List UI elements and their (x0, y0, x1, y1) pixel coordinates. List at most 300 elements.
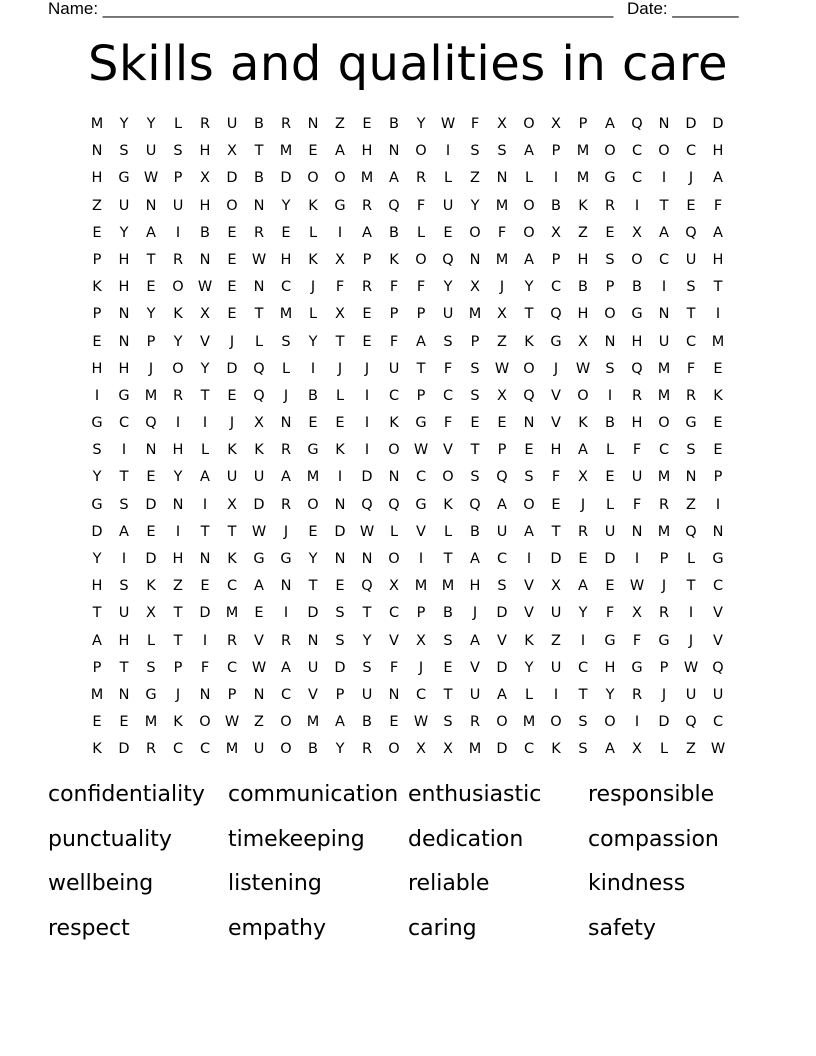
grid-row (84, 631, 732, 658)
grid-letter: R (361, 279, 374, 296)
word-list-item: confidentiality (48, 782, 205, 807)
grid-letter: E (551, 496, 562, 513)
grid-letter: Z (173, 578, 184, 595)
grid-letter: H (118, 360, 131, 377)
grid-letter: Z (335, 116, 346, 132)
grid-letter: E (470, 415, 481, 432)
grid-letter: H (361, 143, 374, 160)
grid-letter: S (497, 578, 508, 595)
grid-letter: U (550, 605, 563, 622)
grid-letter: I (337, 469, 344, 486)
grid-letter: B (443, 605, 454, 622)
grid-letter: L (335, 387, 346, 404)
grid-row (84, 739, 732, 766)
grid-letter: N (496, 170, 509, 187)
grid-letter: Y (146, 116, 157, 132)
grid-letter: H (118, 632, 131, 649)
grid-letter: Z (578, 224, 589, 241)
word-list-row (48, 869, 788, 914)
grid-letter: C (523, 741, 536, 758)
grid-letter: Z (686, 496, 697, 513)
grid-letter: O (658, 143, 671, 160)
grid-letter: Y (335, 741, 346, 758)
grid-letter: I (607, 387, 614, 404)
grid-letter: S (578, 714, 589, 731)
grid-letter: T (173, 632, 184, 649)
grid-letter: S (281, 333, 292, 350)
grid-row (84, 332, 732, 359)
grid-letter: R (280, 496, 293, 513)
grid-letter: P (659, 659, 670, 676)
grid-letter: L (308, 224, 319, 241)
grid-row (84, 712, 732, 739)
grid-row (84, 196, 732, 223)
grid-letter: Y (308, 551, 319, 567)
grid-letter: H (91, 170, 104, 187)
grid-letter: S (524, 469, 535, 486)
grid-letter: P (92, 306, 103, 323)
grid-letter: P (92, 659, 103, 676)
grid-letter: B (605, 415, 616, 432)
grid-letter: X (416, 632, 427, 649)
grid-letter: O (334, 170, 347, 187)
grid-letter: X (335, 306, 346, 323)
grid-letter: F (389, 333, 400, 350)
grid-letter: T (443, 551, 454, 567)
word-list-item: responsible (588, 782, 715, 807)
grid-letter: K (173, 306, 184, 323)
grid-letter: B (470, 523, 481, 540)
grid-letter: E (146, 279, 157, 296)
grid-letter: C (415, 686, 428, 703)
grid-letter: O (469, 224, 482, 241)
grid-letter: B (308, 387, 319, 404)
word-list-item: empathy (228, 916, 327, 942)
grid-letter: L (524, 170, 535, 187)
grid-letter: W (251, 659, 268, 676)
grid-letter: P (92, 251, 103, 268)
grid-letter: J (499, 279, 506, 296)
grid-letter: A (281, 659, 292, 676)
grid-letter: S (497, 143, 508, 160)
grid-letter: E (713, 360, 724, 377)
grid-letter: B (578, 279, 589, 296)
grid-letter: O (307, 170, 320, 187)
grid-letter: P (416, 387, 427, 404)
grid-letter: T (254, 143, 265, 160)
word-list-item: punctuality (48, 826, 172, 852)
grid-letter: U (712, 686, 725, 703)
grid-letter: C (226, 578, 239, 595)
grid-letter: Q (631, 360, 644, 377)
grid-letter: A (92, 632, 103, 649)
grid-letter: U (226, 116, 239, 132)
grid-letter: I (364, 387, 371, 404)
grid-letter: K (443, 496, 454, 513)
grid-letter: S (119, 496, 130, 513)
grid-letter: R (469, 714, 482, 731)
grid-letter: P (389, 306, 400, 323)
grid-letter: N (469, 251, 482, 268)
grid-letter: W (359, 523, 376, 540)
grid-letter: M (144, 387, 159, 404)
grid-row (84, 223, 732, 250)
grid-letter: T (119, 659, 130, 676)
grid-letter: F (416, 197, 427, 214)
grid-letter: A (578, 442, 589, 459)
grid-letter: N (253, 279, 266, 296)
grid-letter: M (225, 741, 240, 758)
grid-letter: X (551, 578, 562, 595)
grid-letter: F (713, 197, 724, 214)
grid-letter: X (578, 469, 589, 486)
grid-letter: I (283, 605, 290, 622)
grid-letter: D (145, 551, 158, 567)
grid-row (84, 603, 732, 630)
grid-letter: W (224, 714, 241, 731)
grid-letter: T (416, 360, 427, 377)
grid-letter: T (470, 442, 481, 459)
grid-letter: B (632, 279, 643, 296)
grid-letter: S (443, 632, 454, 649)
grid-letter: V (551, 415, 562, 432)
grid-letter: L (254, 333, 265, 350)
grid-letter: B (200, 224, 211, 241)
grid-letter: O (523, 360, 536, 377)
grid-letter: A (659, 224, 670, 241)
grid-letter: M (657, 360, 672, 377)
grid-letter: I (553, 170, 560, 187)
grid-letter: F (389, 659, 400, 676)
grid-letter: I (580, 632, 587, 649)
grid-letter: C (415, 469, 428, 486)
grid-letter: S (470, 469, 481, 486)
grid-letter: J (661, 578, 668, 595)
grid-letter: Y (416, 116, 427, 132)
grid-letter: K (524, 632, 535, 649)
grid-letter: M (279, 306, 294, 323)
grid-letter: Q (388, 197, 401, 214)
grid-letter: P (497, 442, 508, 459)
grid-letter: F (389, 279, 400, 296)
grid-letter: T (227, 523, 238, 540)
grid-letter: S (470, 143, 481, 160)
grid-letter: D (91, 523, 104, 540)
grid-letter: U (145, 143, 158, 160)
word-list-row (48, 780, 788, 825)
word-list-item: caring (408, 916, 477, 942)
word-list-item: wellbeing (48, 871, 154, 897)
grid-letter: X (335, 251, 346, 268)
grid-letter: G (631, 306, 644, 323)
grid-letter: G (91, 496, 104, 513)
grid-letter: G (658, 632, 671, 649)
grid-letter: M (414, 578, 429, 595)
grid-letter: V (254, 632, 265, 649)
grid-letter: P (173, 170, 184, 187)
grid-letter: H (199, 143, 212, 160)
grid-letter: N (118, 333, 131, 350)
grid-row (84, 549, 732, 576)
grid-letter: X (227, 496, 238, 513)
grid-letter: D (658, 714, 671, 731)
grid-letter: I (94, 387, 101, 404)
grid-letter: S (605, 251, 616, 268)
grid-letter: X (416, 741, 427, 758)
grid-letter: O (523, 116, 536, 132)
grid-letter: V (200, 333, 211, 350)
grid-letter: S (578, 741, 589, 758)
grid-letter: O (172, 279, 185, 296)
grid-letter: C (199, 741, 212, 758)
grid-letter: X (146, 605, 157, 622)
grid-letter: Q (685, 224, 698, 241)
grid-letter: H (280, 251, 293, 268)
grid-letter: X (497, 116, 508, 132)
grid-letter: Q (361, 496, 374, 513)
grid-letter: X (470, 279, 481, 296)
grid-letter: T (173, 605, 184, 622)
word-list-item: respect (48, 916, 130, 942)
grid-letter: M (306, 714, 321, 731)
grid-letter: L (308, 306, 319, 323)
grid-letter: E (605, 578, 616, 595)
grid-letter: I (121, 551, 128, 567)
grid-row (84, 141, 732, 168)
grid-letter: V (551, 387, 562, 404)
grid-letter: F (632, 496, 643, 513)
grid-letter: B (254, 170, 265, 187)
grid-letter: V (524, 605, 535, 622)
grid-letter: C (280, 686, 293, 703)
grid-letter: O (604, 306, 617, 323)
grid-letter: I (202, 496, 209, 513)
grid-letter: W (683, 659, 700, 676)
grid-letter: Q (550, 306, 563, 323)
grid-letter: U (226, 469, 239, 486)
grid-letter: E (605, 224, 616, 241)
grid-letter: Y (578, 605, 589, 622)
grid-letter: E (605, 469, 616, 486)
grid-letter: S (470, 387, 481, 404)
word-list-row (48, 825, 788, 870)
grid-letter: O (523, 224, 536, 241)
grid-letter: V (443, 442, 454, 459)
grid-row (84, 168, 732, 195)
grid-letter: P (551, 143, 562, 160)
grid-letter: J (580, 496, 587, 513)
grid-letter: F (605, 605, 616, 622)
grid-letter: Y (443, 279, 454, 296)
grid-letter: J (472, 605, 479, 622)
grid-letter: G (307, 442, 320, 459)
grid-letter: J (661, 686, 668, 703)
grid-letter: M (441, 578, 456, 595)
grid-letter: W (143, 170, 160, 187)
grid-letter: Y (524, 279, 535, 296)
grid-letter: R (631, 387, 644, 404)
grid-letter: T (686, 578, 697, 595)
grid-letter: P (416, 605, 427, 622)
grid-row (84, 250, 732, 277)
grid-letter: U (172, 197, 185, 214)
grid-letter: D (280, 170, 293, 187)
grid-letter: D (145, 496, 158, 513)
grid-letter: H (550, 442, 563, 459)
grid-letter: L (200, 442, 211, 459)
grid-letter: L (389, 523, 400, 540)
grid-letter: S (119, 143, 130, 160)
grid-letter: C (496, 551, 509, 567)
grid-letter: I (418, 551, 425, 567)
grid-letter: J (418, 659, 425, 676)
grid-letter: K (308, 197, 319, 214)
grid-letter: L (605, 496, 616, 513)
grid-letter: H (91, 578, 104, 595)
grid-letter: U (253, 741, 266, 758)
grid-letter: M (657, 523, 672, 540)
word-list-item: safety (588, 916, 656, 942)
grid-letter: E (713, 415, 724, 432)
grid-letter: U (496, 523, 509, 540)
grid-letter: O (199, 714, 212, 731)
grid-letter: N (253, 197, 266, 214)
grid-letter: I (175, 523, 182, 540)
grid-letter: E (443, 659, 454, 676)
grid-letter: T (659, 197, 670, 214)
grid-letter: T (146, 251, 157, 268)
grid-letter: L (659, 741, 670, 758)
grid-letter: X (200, 170, 211, 187)
grid-letter: E (335, 415, 346, 432)
grid-letter: A (416, 333, 427, 350)
grid-letter: N (334, 496, 347, 513)
grid-letter: B (308, 741, 319, 758)
grid-letter: U (253, 469, 266, 486)
grid-letter: G (712, 551, 725, 567)
grid-letter: G (118, 170, 131, 187)
grid-letter: G (91, 415, 104, 432)
grid-letter: S (173, 143, 184, 160)
grid-letter: U (631, 469, 644, 486)
grid-letter: U (550, 659, 563, 676)
grid-letter: C (631, 170, 644, 187)
grid-letter: K (173, 714, 184, 731)
grid-letter: S (119, 578, 130, 595)
grid-letter: L (605, 442, 616, 459)
grid-letter: D (361, 469, 374, 486)
grid-letter: K (254, 442, 265, 459)
grid-letter: N (604, 333, 617, 350)
grid-letter: A (281, 469, 292, 486)
grid-letter: D (550, 551, 563, 567)
grid-letter: H (631, 415, 644, 432)
grid-letter: H (469, 578, 482, 595)
grid-letter: E (389, 714, 400, 731)
grid-letter: S (443, 714, 454, 731)
grid-letter: O (415, 251, 428, 268)
grid-letter: C (118, 415, 131, 432)
grid-letter: E (227, 279, 238, 296)
grid-letter: W (494, 360, 511, 377)
grid-letter: S (443, 333, 454, 350)
grid-letter: F (497, 224, 508, 241)
grid-letter: Q (631, 116, 644, 132)
grid-letter: E (227, 306, 238, 323)
grid-letter: H (118, 279, 131, 296)
grid-letter: K (146, 578, 157, 595)
grid-row (84, 413, 732, 440)
word-list-item: dedication (408, 826, 524, 852)
grid-letter: A (254, 578, 265, 595)
grid-letter: W (413, 714, 430, 731)
grid-letter: W (197, 279, 214, 296)
grid-letter: N (658, 306, 671, 323)
date-field-label: Date: _______ (627, 0, 739, 18)
grid-letter: A (605, 741, 616, 758)
grid-letter: U (361, 686, 374, 703)
grid-letter: S (335, 605, 346, 622)
grid-letter: A (335, 714, 346, 731)
grid-letter: J (688, 632, 695, 649)
grid-letter: T (362, 605, 373, 622)
grid-row (84, 685, 732, 712)
grid-letter: W (440, 116, 457, 132)
grid-letter: C (685, 143, 698, 160)
grid-letter: C (712, 714, 725, 731)
grid-letter: R (145, 741, 158, 758)
grid-letter: W (710, 741, 727, 758)
grid-letter: F (416, 279, 427, 296)
grid-letter: U (442, 197, 455, 214)
grid-letter: T (92, 605, 103, 622)
grid-letter: E (92, 333, 103, 350)
grid-letter: O (550, 714, 563, 731)
grid-letter: L (416, 224, 427, 241)
grid-letter: S (146, 659, 157, 676)
grid-letter: N (118, 306, 131, 323)
grid-letter: J (283, 387, 290, 404)
grid-letter: M (279, 143, 294, 160)
grid-letter: E (308, 143, 319, 160)
grid-letter: C (550, 279, 563, 296)
grid-letter: I (364, 442, 371, 459)
grid-letter: E (443, 224, 454, 241)
grid-letter: M (90, 686, 105, 703)
grid-letter: O (442, 469, 455, 486)
grid-letter: U (685, 686, 698, 703)
grid-letter: A (497, 686, 508, 703)
grid-letter: N (145, 197, 158, 214)
grid-letter: K (335, 442, 346, 459)
grid-letter: G (415, 415, 428, 432)
grid-letter: A (335, 143, 346, 160)
grid-letter: I (715, 306, 722, 323)
grid-letter: D (118, 741, 131, 758)
grid-letter: H (631, 333, 644, 350)
word-list-item: compassion (588, 826, 719, 852)
grid-letter: Z (254, 714, 265, 731)
grid-letter: A (578, 578, 589, 595)
grid-letter: I (661, 279, 668, 296)
grid-letter: G (118, 387, 131, 404)
grid-letter: U (604, 523, 617, 540)
grid-letter: O (631, 251, 644, 268)
grid-letter: N (172, 496, 185, 513)
grid-row (84, 114, 732, 141)
grid-letter: N (334, 551, 347, 567)
grid-letter: I (364, 415, 371, 432)
